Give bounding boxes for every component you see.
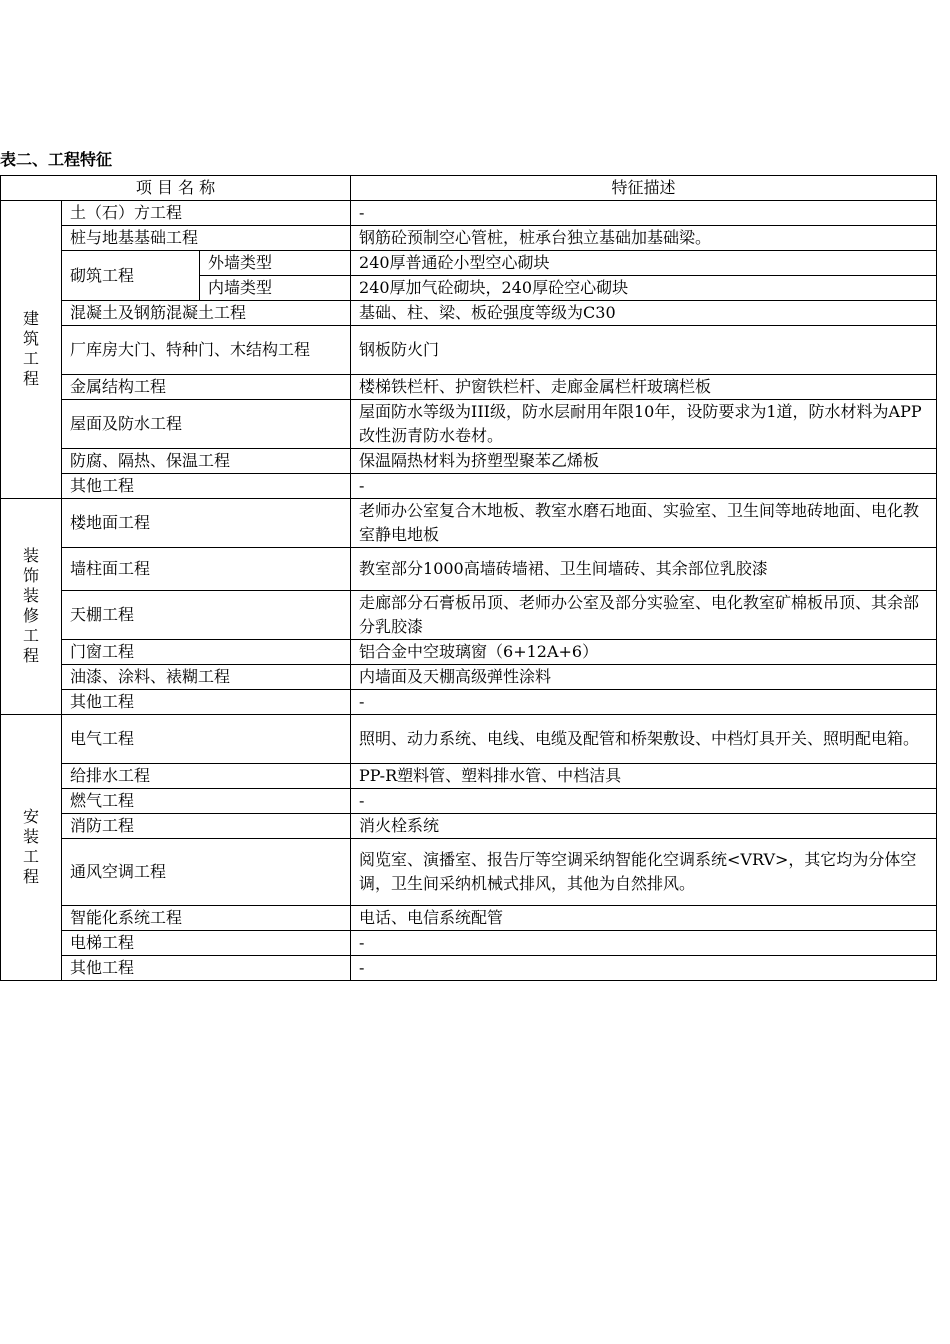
table-row	[1, 839, 937, 906]
subitem-name: 内墙类型	[200, 276, 351, 301]
table-row	[1, 665, 937, 690]
item-description: 钢板防火门	[351, 326, 937, 375]
item-name: 燃气工程	[62, 789, 351, 814]
document-title: 表二、工程特征	[0, 150, 113, 169]
item-name: 智能化系统工程	[62, 906, 351, 931]
item-description: -	[351, 931, 937, 956]
table-row	[1, 499, 937, 548]
item-name: 金属结构工程	[62, 375, 351, 400]
item-name: 砌筑工程	[62, 251, 200, 301]
item-description: 楼梯铁栏杆、护窗铁栏杆、走廊金属栏杆玻璃栏板	[351, 375, 937, 400]
category-cell	[1, 715, 62, 981]
table-row	[1, 326, 937, 375]
item-description: -	[351, 956, 937, 981]
item-name: 消防工程	[62, 814, 351, 839]
item-name: 其他工程	[62, 690, 351, 715]
category-cell	[1, 201, 62, 499]
table-row	[1, 690, 937, 715]
category-label: 装饰装修工程	[22, 545, 39, 665]
table-row	[1, 715, 937, 764]
item-description: 照明、动力系统、电线、电缆及配管和桥架敷设、中档灯具开关、照明配电箱。	[351, 715, 937, 764]
category-label: 建筑工程	[22, 308, 39, 388]
item-description: 内墙面及天棚高级弹性涂料	[351, 665, 937, 690]
table-header-row	[1, 176, 937, 201]
item-description: 钢筋砼预制空心管桩，桩承台独立基础加基础梁。	[351, 226, 937, 251]
table-row	[1, 449, 937, 474]
item-description: -	[351, 789, 937, 814]
table-row	[1, 591, 937, 640]
table-row	[1, 640, 937, 665]
item-name: 电梯工程	[62, 931, 351, 956]
header-feature-description: 特征描述	[351, 176, 937, 201]
item-description: 老师办公室复合木地板、教室水磨石地面、实验室、卫生间等地砖地面、电化教室静电地板	[351, 499, 937, 548]
item-description: 教室部分1000高墙砖墙裙、卫生间墙砖、其余部位乳胶漆	[351, 548, 937, 591]
item-name: 防腐、隔热、保温工程	[62, 449, 351, 474]
table-row	[1, 764, 937, 789]
item-description: 铝合金中空玻璃窗（6+12A+6）	[351, 640, 937, 665]
item-description: 240厚普通砼小型空心砌块	[351, 251, 937, 276]
item-description: 基础、柱、梁、板砼强度等级为C30	[351, 301, 937, 326]
item-name: 桩与地基基础工程	[62, 226, 351, 251]
item-description: 电话、电信系统配管	[351, 906, 937, 931]
item-description: 走廊部分石膏板吊顶、老师办公室及部分实验室、电化教室矿棉板吊顶、其余部分乳胶漆	[351, 591, 937, 640]
table-row	[1, 814, 937, 839]
engineering-features-table	[0, 175, 937, 981]
category-label: 安装工程	[22, 806, 39, 886]
table-row	[1, 201, 937, 226]
table-row	[1, 906, 937, 931]
item-description: -	[351, 690, 937, 715]
table-row	[1, 226, 937, 251]
item-name: 油漆、涂料、裱糊工程	[62, 665, 351, 690]
item-description: -	[351, 474, 937, 499]
header-item-name: 项 目 名 称	[1, 176, 351, 201]
table-row	[1, 301, 937, 326]
item-description: 消火栓系统	[351, 814, 937, 839]
item-name: 墙柱面工程	[62, 548, 351, 591]
subitem-name: 外墙类型	[200, 251, 351, 276]
table-row	[1, 474, 937, 499]
item-description: PP-R塑料管、塑料排水管、中档洁具	[351, 764, 937, 789]
table-row	[1, 548, 937, 591]
item-name: 厂库房大门、特种门、木结构工程	[62, 326, 351, 375]
table-row	[1, 400, 937, 449]
table-row	[1, 931, 937, 956]
table-row	[1, 956, 937, 981]
table-row	[1, 375, 937, 400]
item-name: 天棚工程	[62, 591, 351, 640]
item-name: 楼地面工程	[62, 499, 351, 548]
item-name: 混凝土及钢筋混凝土工程	[62, 301, 351, 326]
table-row	[1, 251, 937, 276]
item-name: 电气工程	[62, 715, 351, 764]
table-row	[1, 789, 937, 814]
item-description: 阅览室、演播室、报告厅等空调采纳智能化空调系统<VRV>，其它均为分体空调，卫生间采纳机械式排风，其他为自然排风。	[351, 839, 937, 906]
item-description: 屋面防水等级为III级，防水层耐用年限10年，设防要求为1道，防水材料为APP改性沥青防水卷材。	[351, 400, 937, 449]
item-name: 给排水工程	[62, 764, 351, 789]
item-name: 通风空调工程	[62, 839, 351, 906]
category-cell	[1, 499, 62, 715]
item-name: 其他工程	[62, 956, 351, 981]
item-name: 门窗工程	[62, 640, 351, 665]
item-name: 其他工程	[62, 474, 351, 499]
item-name: 屋面及防水工程	[62, 400, 351, 449]
item-description: -	[351, 201, 937, 226]
item-name: 土（石）方工程	[62, 201, 351, 226]
item-description: 保温隔热材料为挤塑型聚苯乙烯板	[351, 449, 937, 474]
item-description: 240厚加气砼砌块，240厚砼空心砌块	[351, 276, 937, 301]
